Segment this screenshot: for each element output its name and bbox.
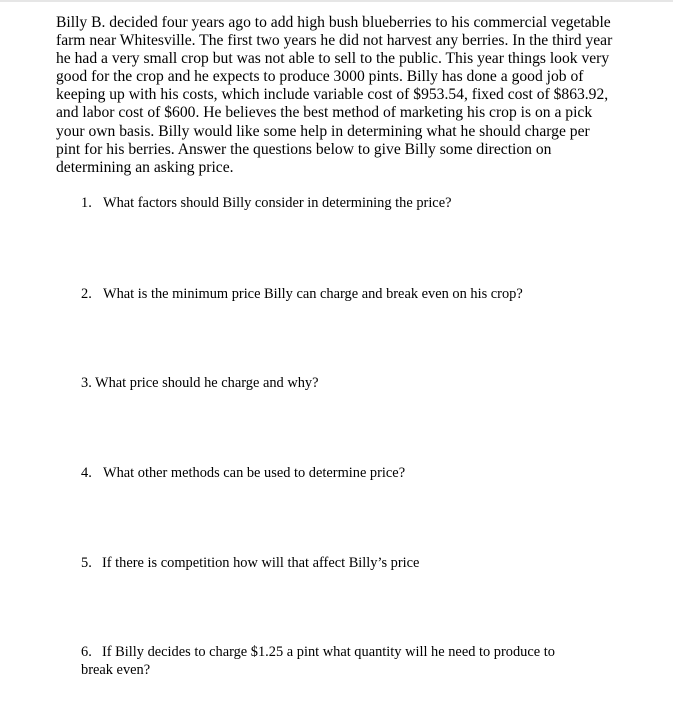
intro-line: farm near Whitesville. The first two years he did not harvest any berries. In the third year bbox=[56, 32, 613, 50]
question-3 bbox=[81, 374, 319, 392]
question-number: 5. bbox=[81, 555, 92, 571]
page-top-border bbox=[0, 0, 673, 2]
intro-line: determining an asking price. bbox=[56, 158, 234, 176]
question-2 bbox=[81, 285, 523, 303]
question-4 bbox=[81, 464, 405, 482]
intro-line: good for the crop and he expects to produce 3000 pints. Billy has done a good job of bbox=[56, 68, 584, 86]
question-5 bbox=[81, 554, 419, 572]
intro-line: your own basis. Billy would like some help in determining what he should charge per bbox=[56, 122, 590, 140]
question-1 bbox=[81, 194, 451, 212]
question-text: What is the minimum price Billy can charge and break even on his crop? bbox=[103, 286, 523, 302]
question-number: 1. bbox=[81, 195, 92, 211]
question-number: 6. bbox=[81, 644, 92, 660]
question-text: What factors should Billy consider in determining the price? bbox=[103, 195, 452, 211]
question-number: 4. bbox=[81, 465, 92, 481]
question-6 bbox=[81, 643, 555, 679]
question-text: If Billy decides to charge $1.25 a pint what quantity will he need to produce to bbox=[102, 644, 555, 660]
intro-line: keeping up with his costs, which include variable cost of $953.54, fixed cost of $863.92, bbox=[56, 86, 609, 104]
intro-line: he had a very small crop but was not able to sell to the public. This year things look very bbox=[56, 50, 610, 68]
intro-line: pint for his berries. Answer the questions below to give Billy some direction on bbox=[56, 140, 552, 158]
intro-paragraph bbox=[56, 14, 636, 177]
question-text-continuation: break even? bbox=[81, 662, 151, 678]
question-text: If there is competition how will that affect Billy’s price bbox=[102, 555, 420, 571]
question-number: 2. bbox=[81, 286, 92, 302]
question-text: What price should he charge and why? bbox=[95, 375, 319, 391]
intro-line: Billy B. decided four years ago to add high bush blueberries to his commercial vegetable bbox=[56, 14, 611, 31]
question-number: 3. bbox=[81, 375, 92, 391]
intro-line: and labor cost of $600. He believes the best method of marketing his crop is on a pick bbox=[56, 104, 593, 122]
question-text: What other methods can be used to determine price? bbox=[103, 465, 406, 481]
